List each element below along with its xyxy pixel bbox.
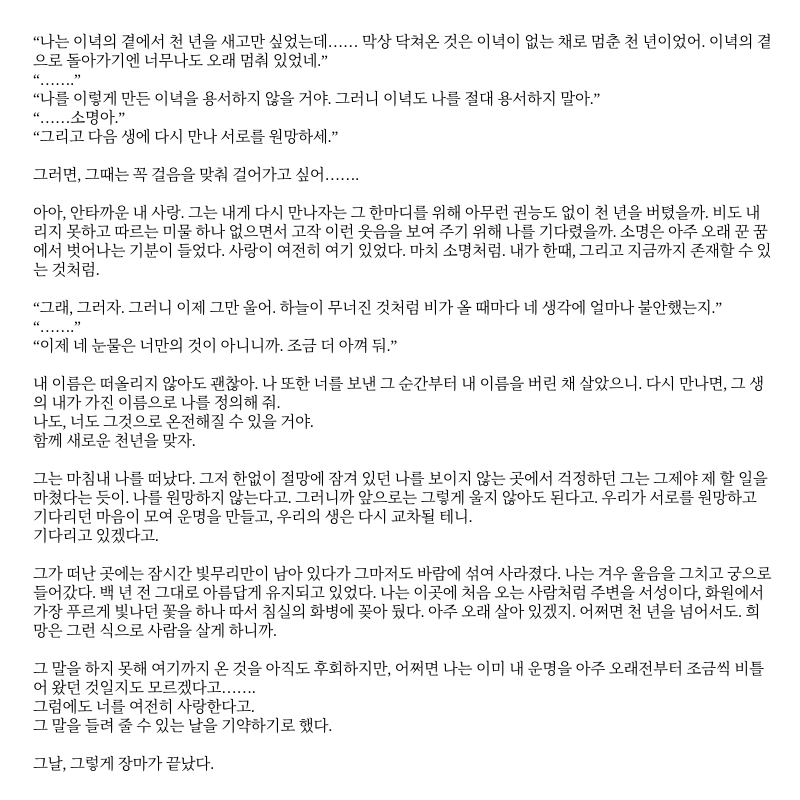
text-line: 그가 떠난 곳에는 잠시간 빛무리만이 남아 있다가 그마저도 바람에 섞여 사라졌다. 나는 겨우 울음을 그치고 궁으로 들어갔다. 백 년 전 그대로 아름답게 유지되고 있었다. 나는 이곳에 처음 오는 사람처럼 주변을 서성이다, 화원에서 가장 푸르게 빛나던 꽃을 하나 따서 침실의 화병에 꽂아 뒀다. 아주 오래 살아 있겠지. 어쩌면 천 년을 넘어서도. 희망은 그런 식으로 사람을 살게 하니까.	[33, 566, 772, 640]
text-line: “나는 이녁의 곁에서 천 년을 새고만 싶었는데…… 막상 닥쳐온 것은 이녁이 없는 채로 멈춘 천 년이었어. 이녁의 곁으로 돌아가기엔 너무나도 오래 멈춰 있었네.”	[33, 34, 772, 70]
text-line: “…….”	[33, 72, 81, 89]
paragraph	[33, 33, 772, 147]
paragraph	[33, 565, 772, 641]
text-line: 그럼에도 너를 여전히 사랑한다고.	[33, 699, 255, 716]
text-line: 그 말을 들려 줄 수 있는 날을 기약하기로 했다.	[33, 718, 332, 735]
text-content	[33, 33, 772, 774]
text-line: 그 말을 하지 못해 여기까지 온 것을 아직도 후회하지만, 어쩌면 나는 이미 내 운명을 아주 오래전부터 조금씩 비틀어 왔던 것일지도 모르겠다고…….	[33, 661, 764, 697]
paragraph	[33, 204, 772, 280]
text-line: 기다리고 있겠다고.	[33, 528, 159, 545]
text-line: 함께 새로운 천년을 맞자.	[33, 433, 196, 450]
text-line: “이제 네 눈물은 너만의 것이 아니니까. 조금 더 아껴 둬.”	[33, 338, 398, 355]
paragraph	[33, 299, 772, 356]
text-line: 나도, 너도 그것으로 온전해질 수 있을 거야.	[33, 414, 314, 431]
text-line: 그러면, 그때는 꼭 걸음을 맞춰 걸어가고 싶어…….	[33, 167, 359, 184]
text-line: “……소명아.”	[33, 110, 125, 127]
text-line: 아아, 안타까운 내 사랑. 그는 내게 다시 만나자는 그 한마디를 위해 아무런 권능도 없이 천 년을 버텼을까. 비도 내리지 못하고 따르는 미물 하나 없으면서 고작 이런 웃음을 보여 주기 위해 나를 기다렸을까. 소명은 아주 오래 꾼 꿈에서 벗어나는 기분이 들었다. 사랑이 여전히 여기 있었다. 마치 소명처럼. 내가 한때, 그리고 지금까지 존재할 수 있는 것처럼.	[33, 205, 772, 279]
text-line: 그날, 그렇게 장마가 끝났다.	[33, 756, 214, 773]
text-line: “그래, 그러자. 그러니 이제 그만 울어. 하늘이 무너진 것처럼 비가 올 때마다 네 생각에 얼마나 불안했는지.”	[33, 300, 722, 317]
paragraph	[33, 755, 772, 774]
paragraph	[33, 660, 772, 736]
text-line: “…….”	[33, 319, 81, 336]
text-line: 그는 마침내 나를 떠났다. 그저 한없이 절망에 잠겨 있던 나를 보이지 않는 곳에서 걱정하던 그는 그제야 제 할 일을 마쳤다는 듯이. 나를 원망하지 않는다고. 그러니까 앞으로는 그렇게 울지 않아도 된다고. 우리가 서로를 원망하고 기다리던 마음이 모여 운명을 만들고, 우리의 생은 다시 교차될 테니.	[33, 471, 768, 526]
text-line: “나를 이렇게 만든 이녁을 용서하지 않을 거야. 그러니 이녁도 나를 절대 용서하지 말아.”	[33, 91, 601, 108]
paragraph	[33, 166, 772, 185]
text-line: 내 이름은 떠올리지 않아도 괜찮아. 나 또한 너를 보낸 그 순간부터 내 이름을 버린 채 살았으니. 다시 만나면, 그 생의 내가 가진 이름으로 나를 정의해 줘.	[33, 376, 764, 412]
paragraph	[33, 470, 772, 546]
paragraph	[33, 375, 772, 451]
text-line: “그리고 다음 생에 다시 만나 서로를 원망하세.”	[33, 129, 338, 146]
